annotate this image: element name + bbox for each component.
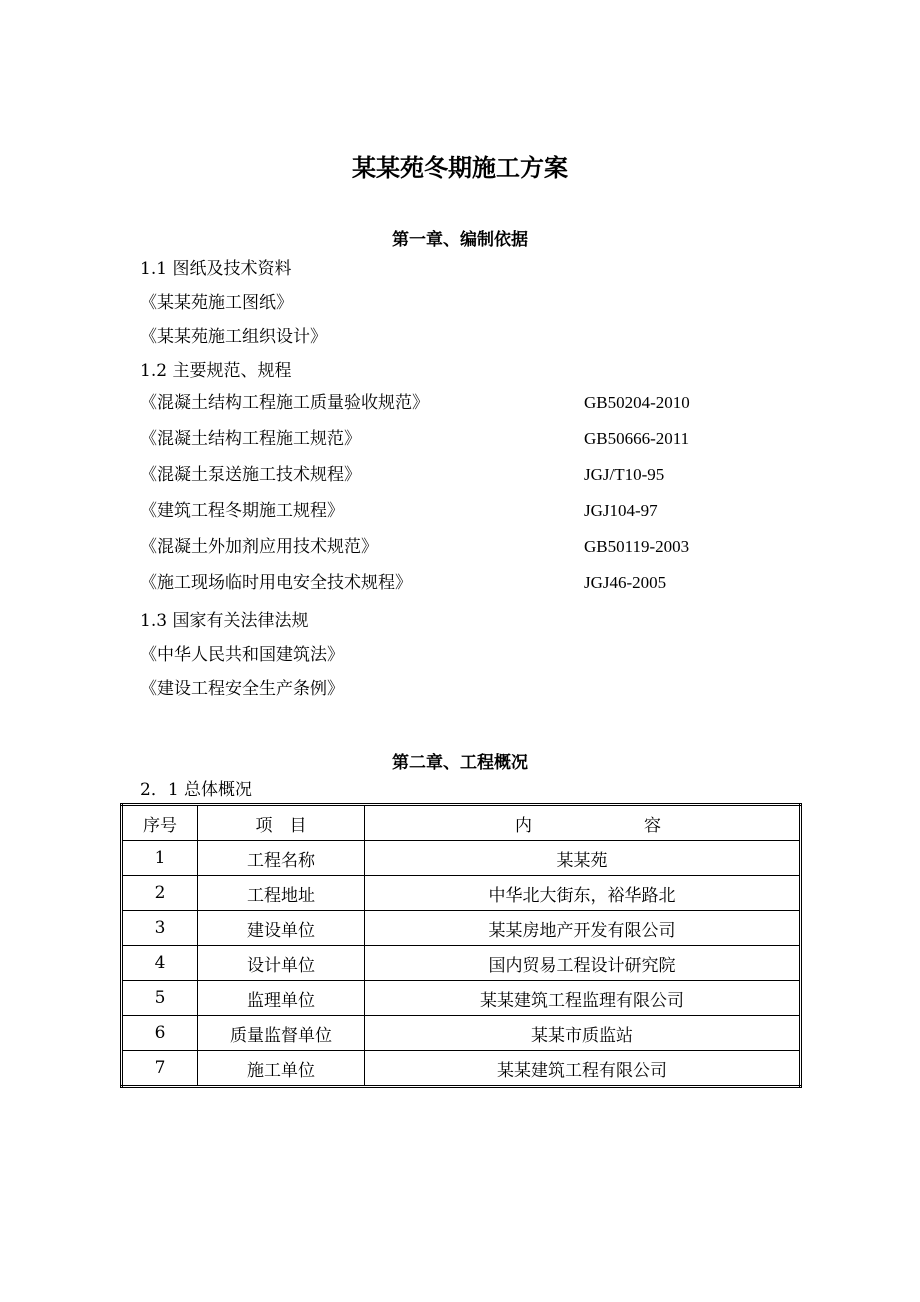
header-content [365,805,801,841]
section-2-1-heading: 2．1 总体概况 [140,780,253,800]
standard-name: 《混凝土泵送施工技术规程》 [140,465,361,485]
header-item: 项 目 [198,805,365,841]
row-item: 质量监督单位 [198,1016,365,1051]
table-row [122,946,801,981]
standard-name: 《混凝土外加剂应用技术规范》 [140,537,378,557]
row-content: 某某建筑工程监理有限公司 [365,981,801,1016]
document-title: 某某苑冬期施工方案 [352,153,568,182]
standard-name: 《混凝土结构工程施工质量验收规范》 [140,393,429,413]
row-no: 1 [122,841,198,876]
reference-item: 《某某苑施工组织设计》 [140,327,327,347]
row-content: 中华北大街东，裕华路北 [365,876,801,911]
table-row [122,981,801,1016]
row-no: 2 [122,876,198,911]
chapter-1-heading: 第一章、编制依据 [392,230,528,250]
row-item: 建设单位 [198,911,365,946]
row-no: 5 [122,981,198,1016]
table-row [122,876,801,911]
section-1-2-heading: 1.2 主要规范、规程 [140,361,292,381]
standard-code: GB50204-2010 [584,393,690,412]
table-row [122,1051,801,1087]
row-item: 工程名称 [198,841,365,876]
standard-name: 《混凝土结构工程施工规范》 [140,429,361,449]
standard-code: JGJ46-2005 [584,573,667,592]
row-content: 某某苑 [365,841,801,876]
row-item: 施工单位 [198,1051,365,1087]
section-1-3-heading: 1.3 国家有关法律法规 [140,611,309,631]
standard-code: GB50666-2011 [584,429,690,448]
standard-name: 《建筑工程冬期施工规程》 [140,501,344,521]
table-row [122,1016,801,1051]
row-no: 3 [122,911,198,946]
row-no: 6 [122,1016,198,1051]
row-no: 7 [122,1051,198,1087]
law-item: 《中华人民共和国建筑法》 [140,645,344,665]
row-item: 设计单位 [198,946,365,981]
header-content-right: 容 [644,815,661,836]
reference-item: 《某某苑施工图纸》 [140,293,293,313]
row-content: 某某建筑工程有限公司 [365,1051,801,1087]
standard-name: 《施工现场临时用电安全技术规程》 [140,573,412,593]
table-header-row [122,805,801,841]
row-content: 国内贸易工程设计研究院 [365,946,801,981]
section-1-1-heading: 1.1 图纸及技术资料 [140,259,292,279]
table-row [122,911,801,946]
header-no: 序号 [122,805,198,841]
row-item: 监理单位 [198,981,365,1016]
header-content-left: 内 [515,815,532,836]
standard-code: GB50119-2003 [584,537,690,556]
row-no: 4 [122,946,198,981]
project-overview-table [120,803,802,1088]
row-content: 某某市质监站 [365,1016,801,1051]
table-row [122,841,801,876]
standard-code: JGJ104-97 [584,501,658,520]
standard-code: JGJ/T10-95 [584,465,665,484]
row-item: 工程地址 [198,876,365,911]
law-item: 《建设工程安全生产条例》 [140,679,344,699]
row-content: 某某房地产开发有限公司 [365,911,801,946]
chapter-2-heading: 第二章、工程概况 [392,753,528,773]
